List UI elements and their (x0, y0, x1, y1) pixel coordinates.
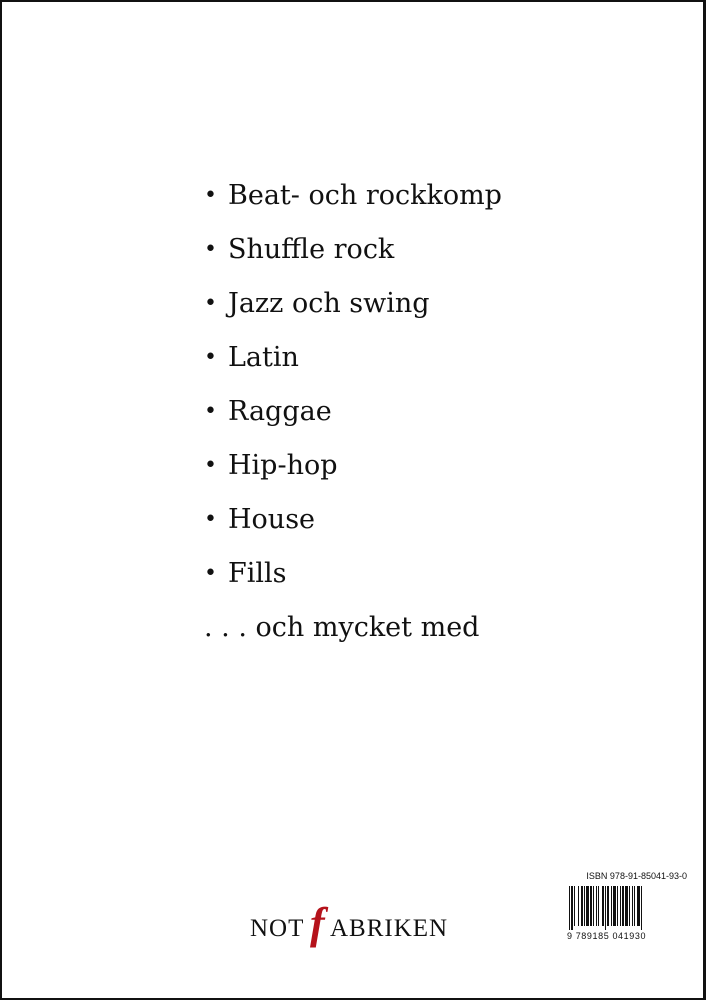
logo-prefix: NOT (250, 915, 305, 942)
bullet-icon: • (204, 453, 217, 478)
list-item (204, 444, 502, 498)
list-item-label: House (228, 504, 316, 535)
logo-f-letter: f (310, 900, 326, 948)
list-item (204, 282, 502, 336)
barcode-bar (598, 886, 599, 926)
bullet-icon: • (204, 399, 217, 424)
list-item-label: Raggae (228, 396, 332, 427)
list-item-label: Hip-hop (228, 450, 338, 481)
list-item (204, 336, 502, 390)
list-item-label: Beat- och rockkomp (228, 180, 502, 211)
notfabriken-logo (250, 900, 456, 950)
bullet-icon: • (204, 183, 217, 208)
list-item (204, 390, 502, 444)
barcode-bar (637, 886, 640, 926)
barcode-bar (593, 886, 594, 926)
bullet-icon: • (204, 507, 217, 532)
barcode-bar (590, 886, 592, 926)
barcode-bar (584, 886, 585, 926)
isbn-label: ISBN 978-91-85041-93-0 (586, 871, 687, 881)
barcode-bar (641, 886, 642, 930)
barcode-bar (571, 886, 573, 930)
list-item (204, 552, 502, 606)
list-item-label: Shuffle rock (228, 234, 395, 265)
bullet-icon: • (204, 345, 217, 370)
barcode-bar (607, 886, 609, 926)
barcode-bar (578, 886, 579, 926)
logo-suffix: ABRIKEN (330, 915, 449, 942)
list-item-label: Latin (228, 342, 299, 373)
feature-list (204, 174, 502, 606)
barcode-bar (586, 886, 589, 926)
list-item-label: Jazz och swing (228, 288, 430, 319)
list-item (204, 228, 502, 282)
and-much-more-text: . . . och mycket med (204, 612, 480, 643)
barcode-bar (622, 886, 624, 926)
barcode-bar (629, 886, 630, 926)
list-item (204, 174, 502, 228)
bullet-icon: • (204, 237, 217, 262)
barcode-bar (581, 886, 583, 926)
barcode-bar (632, 886, 633, 926)
barcode-bar (569, 886, 570, 930)
barcode-digits: 9 789185 041930 (567, 931, 647, 941)
barcode-bar (602, 886, 604, 926)
bullet-icon: • (204, 561, 217, 586)
barcode-bar (596, 886, 597, 926)
isbn-block (567, 870, 687, 942)
barcode-bar (634, 886, 635, 926)
list-item (204, 498, 502, 552)
barcode-bar (605, 886, 606, 930)
barcode-bar (625, 886, 628, 926)
barcode-bar (617, 886, 618, 926)
notfabriken-logo-svg (250, 900, 456, 950)
barcode-bar (613, 886, 616, 926)
barcode-bar (620, 886, 621, 926)
list-item-label: Fills (228, 558, 287, 589)
barcode-bar (574, 886, 575, 926)
barcode-icon (567, 886, 675, 930)
barcode-bar (611, 886, 612, 926)
bullet-icon: • (204, 291, 217, 316)
